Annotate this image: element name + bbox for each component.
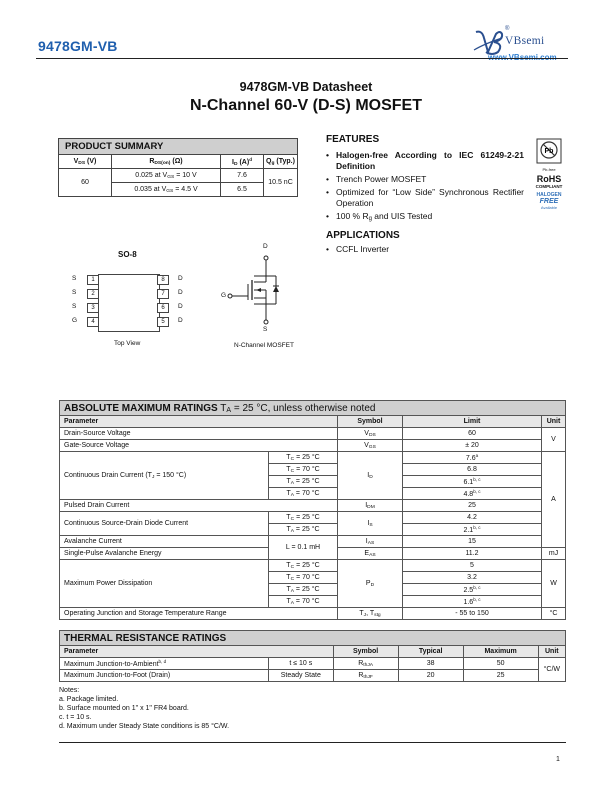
pin-4-label: G <box>72 317 78 324</box>
registered-mark: ® <box>505 26 510 32</box>
rds-4v5: 0.035 at $V_{GS} = 4.5$ V <box>112 183 221 197</box>
feature-item: • Optimized for “Low Side” Synchronous Rectifier Operation <box>326 187 524 209</box>
vbsemi-logo <box>472 26 570 66</box>
pin-3-label: S <box>72 303 77 310</box>
id-4v5: 6.5 <box>221 183 264 197</box>
table-row: Operating Junction and Storage Temperature Range $T_J$, $T_{stg}$ - 55 to 150 °C <box>60 608 566 620</box>
mosfet-symbol <box>218 240 298 340</box>
id-10v: 7.6 <box>221 169 264 183</box>
table-row: Gate-Source Voltage $V_{GS}$ ± 20 <box>60 440 566 452</box>
table-row: Continuous Drain Current ($T_J = 150$ °C) $T_C = 25$ °C $I_D$ 7.6$^a$ A <box>60 452 566 464</box>
thermal-col-maximum: Maximum <box>463 646 538 658</box>
footer-rule <box>59 742 566 743</box>
pb-free-icon <box>536 138 562 164</box>
pin-1: 1 <box>87 275 99 285</box>
symbol-caption: N-Channel MOSFET <box>234 342 294 349</box>
features-list <box>326 150 524 227</box>
amr-caption: ABSOLUTE MAXIMUM RATINGS $T_A = 25$ °C, unless otherwise noted <box>60 401 566 416</box>
so8-package-diagram <box>72 274 183 330</box>
part-number: 9478GM-VB <box>38 38 118 54</box>
ic-body <box>98 274 160 332</box>
logo-wordmark: VBsemi <box>505 35 545 47</box>
pin-6: 6 <box>157 303 169 313</box>
gate-label: G <box>221 292 227 299</box>
pin-2: 2 <box>87 289 99 299</box>
amr-col-limit: Limit <box>403 416 542 428</box>
package-caption: Top View <box>114 340 141 347</box>
table-row: $T_A = 70$ °C 4.8$^{b, c}$ <box>60 488 566 500</box>
table-row: Single-Pulse Avalanche Energy $E_{AS}$ 11.2 mJ <box>60 548 566 560</box>
table-row: $T_A = 25$ °C 2.5$^{b, c}$ <box>60 584 566 596</box>
pin-5-label: D <box>178 317 183 324</box>
available-label: Available <box>540 205 558 210</box>
product-summary-table <box>58 138 298 197</box>
svg-text:Pb: Pb <box>544 148 554 155</box>
pin-7: 7 <box>157 289 169 299</box>
table-row: Maximum Power Dissipation $T_C = 25$ °C $P_D$ 5 W <box>60 560 566 572</box>
notes-heading: Notes: <box>59 687 80 694</box>
pin-8-label: D <box>178 275 183 282</box>
notes <box>59 686 229 731</box>
pin-2-label: S <box>72 289 77 296</box>
amr-col-symbol: Symbol <box>338 416 403 428</box>
table-row: $T_A = 25$ °C 2.1$^{b, c}$ <box>60 524 566 536</box>
thermal-col-parameter: Parameter <box>60 646 334 658</box>
amr-col-unit: Unit <box>542 416 566 428</box>
feature-item: • 100 % $R_g$ and UIS Tested <box>326 211 524 225</box>
vds-value: 60 <box>59 169 112 197</box>
note-item: d. Maximum under Steady State conditions is 85 °C/W. <box>59 723 230 730</box>
table-row: $T_A = 25$ °C 6.1$^{b, c}$ <box>60 476 566 488</box>
table-row: $T_A = 70$ °C 1.6$^{b, c}$ <box>60 596 566 608</box>
page-number: 1 <box>556 756 560 763</box>
table-row: Pulsed Drain Current $I_{DM}$ 25 <box>60 500 566 512</box>
header-rule <box>36 58 568 59</box>
thermal-resistance-table <box>59 630 566 682</box>
device-subtitle: N-Channel 60-V (D-S) MOSFET <box>189 97 422 114</box>
table-row: Maximum Junction-to-Ambient$^{b, d}$ t ≤ 10 s $R_{thJA}$ 38 50 °C/W <box>60 658 566 670</box>
amr-col-parameter: Parameter <box>60 416 338 428</box>
compliant-label: COMPLIANT <box>535 184 563 189</box>
source-label: S <box>263 326 268 333</box>
datasheet-title: 9478GM-VB Datasheet <box>239 80 373 94</box>
pin-1-label: S <box>72 275 77 282</box>
pin-7-label: D <box>178 289 183 296</box>
package-title: SO-8 <box>118 250 137 259</box>
table-row: $T_C = 70$ °C 6.8 <box>60 464 566 476</box>
table-row: $T_C = 70$ °C 3.2 <box>60 572 566 584</box>
rds-10v: 0.025 at $V_{GS} = 10$ V <box>112 169 221 183</box>
col-vds: $V_{DS}$ (V) <box>59 155 112 169</box>
rohs-label: RoHS <box>536 174 562 184</box>
thermal-col-symbol: Symbol <box>333 646 398 658</box>
note-item: a. Package limited. <box>59 696 119 703</box>
pin-3: 3 <box>87 303 99 313</box>
free-label: FREE <box>539 198 559 205</box>
compliance-badges <box>532 138 566 210</box>
table-row: Avalanche Current L = 0.1 mH $I_{AS}$ 15 <box>60 536 566 548</box>
absolute-maximum-ratings-table <box>59 400 566 620</box>
features-heading: FEATURES <box>326 134 380 145</box>
feature-item: • Trench Power MOSFET <box>326 174 524 185</box>
table-row: Drain-Source Voltage $V_{DS}$ 60 V <box>60 428 566 440</box>
note-item: b. Surface mounted on 1" x 1" FR4 board. <box>59 705 189 712</box>
table-row: Continuous Source-Drain Diode Current $T_C = 25$ °C $I_S$ 4.2 <box>60 512 566 524</box>
product-summary-caption: PRODUCT SUMMARY <box>59 139 298 155</box>
thermal-col-unit: Unit <box>538 646 565 658</box>
col-qg: $Q_g$ (Typ.) <box>264 155 298 169</box>
qg-value: 10.5 nC <box>264 169 298 197</box>
col-id: $I_D$ $(A)^d$ <box>221 155 264 169</box>
thermal-caption: THERMAL RESISTANCE RATINGS <box>60 631 566 646</box>
halogen-label: HALOGEN <box>536 192 562 198</box>
drain-label: D <box>263 243 268 250</box>
application-item: • CCFL Inverter <box>326 244 524 255</box>
applications-list <box>326 244 524 257</box>
note-item: c. t = 10 s. <box>59 714 92 721</box>
feature-item: • Halogen-free According to IEC 61249-2-21 Definition <box>326 150 524 172</box>
pb-free-label: Pb-free <box>542 167 556 172</box>
pin-6-label: D <box>178 303 183 310</box>
n-channel-mosfet-icon <box>218 240 298 334</box>
applications-heading: APPLICATIONS <box>326 230 400 241</box>
pin-4: 4 <box>87 317 99 327</box>
table-row: Maximum Junction-to-Foot (Drain) Steady State $R_{thJF}$ 20 25 <box>60 670 566 682</box>
pin-8: 8 <box>157 275 169 285</box>
thermal-col-typical: Typical <box>398 646 463 658</box>
pin-5: 5 <box>157 317 169 327</box>
col-rds: $R_{DS(on)}$ (Ω) <box>112 155 221 169</box>
